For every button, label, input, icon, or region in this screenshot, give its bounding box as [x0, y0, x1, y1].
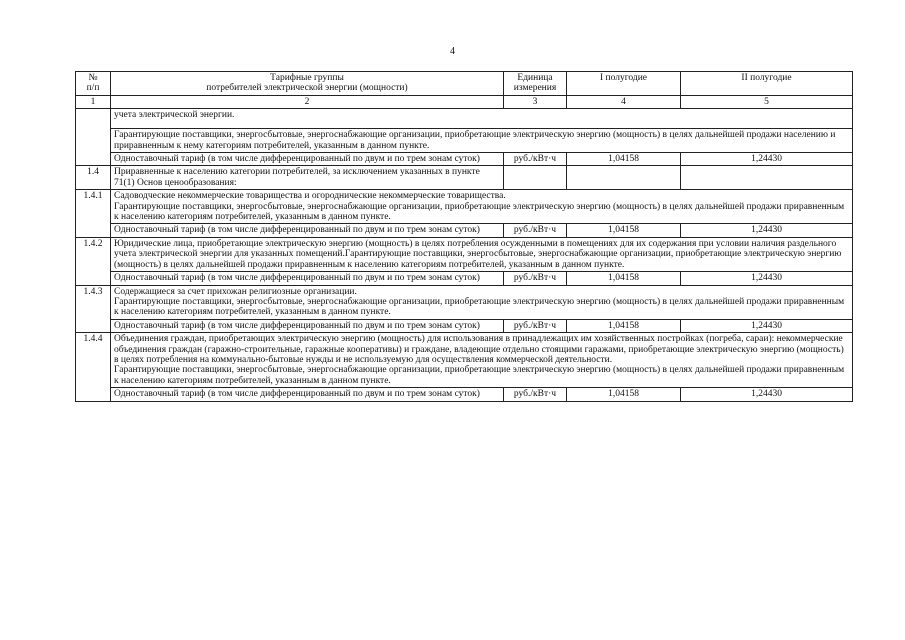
category-text — [111, 190, 853, 224]
value-h1: 1,04158 — [567, 319, 681, 332]
index-cell: 5 — [681, 95, 853, 108]
continuation-text: учета электрической энергии. — [111, 108, 853, 128]
empty-cell — [504, 166, 567, 190]
index-cell: 1 — [76, 95, 111, 108]
header-col-group — [111, 72, 504, 96]
value-h2: 1,24430 — [681, 388, 853, 401]
category-text: Юридические лица, приобретающие электрическую энергию (мощность) в целях потребления осужденными в помещениях для их содержания при условии наличия раздельного учета электрической энергии для указанных помещений.Гарантирующие поставщики, энергосбытовые, энергоснабжающие организации, приобретающие электрическую энергию (мощность) в целях дальнейшей продажи приравненным к населению категориям потребителей, указанным в данном пункте. — [111, 237, 853, 271]
value-h1: 1,04158 — [567, 388, 681, 401]
category-text — [111, 285, 853, 319]
index-cell: 3 — [504, 95, 567, 108]
tariff-row — [76, 224, 853, 237]
index-row — [76, 95, 853, 108]
value-h2: 1,24430 — [681, 224, 853, 237]
page-number: 4 — [450, 46, 455, 57]
tariff-label: Одноставочный тариф (в том числе дифференцированный по двум и по трем зонам суток) — [111, 319, 504, 332]
value-h1: 1,04158 — [567, 153, 681, 166]
row-number: 1.4 — [76, 166, 111, 190]
tariff-row — [76, 153, 853, 166]
value-h1: 1,04158 — [567, 224, 681, 237]
category-text — [111, 333, 853, 388]
header-col-unit — [504, 72, 567, 96]
header-col-h2: II полугодие — [681, 72, 853, 96]
header-col-unit-text: Единица измерения — [513, 73, 557, 94]
tariff-label: Одноставочный тариф (в том числе дифференцированный по двум и по трем зонам суток) — [111, 224, 504, 237]
header-col-num — [76, 72, 111, 96]
category-text-content: Садоводческие некоммерческие товарищества и огороднические некоммерческие товарищества. Гарантирующие поставщики, энергосбытовые, энергоснабжающие организации, приобретающие электрическую энергию (мощность) в целях дальнейшей продажи приравненным к населению категориям потребителей, указанным в данном пункте. — [114, 191, 845, 223]
tariff-label: Одноставочный тариф (в том числе дифференцированный по двум и по трем зонам суток) — [111, 388, 504, 401]
index-cell: 2 — [111, 95, 504, 108]
empty-cell — [681, 166, 853, 190]
table-row — [76, 237, 853, 271]
tariff-label: Одноставочный тариф (в том числе дифференцированный по двум и по трем зонам суток) — [111, 272, 504, 285]
tariff-row — [76, 319, 853, 332]
table-row — [76, 333, 853, 388]
tariff-table — [75, 71, 853, 402]
tariff-label: Одноставочный тариф (в том числе дифференцированный по двум и по трем зонам суток) — [111, 153, 504, 166]
row-number: 1.4.1 — [76, 190, 111, 238]
row-number: 1.4.3 — [76, 285, 111, 333]
unit-cell: руб./кВт·ч — [504, 319, 567, 332]
table-row — [76, 129, 853, 153]
header-col-h1: I полугодие — [567, 72, 681, 96]
unit-cell: руб./кВт·ч — [504, 388, 567, 401]
header-col-group-text: Тарифные группы потребителей электрической энергии (мощности) — [206, 73, 408, 94]
value-h2: 1,24430 — [681, 153, 853, 166]
table-row — [76, 285, 853, 319]
unit-cell: руб./кВт·ч — [504, 224, 567, 237]
row-number-cell — [76, 108, 111, 166]
empty-cell — [567, 166, 681, 190]
row-number: 1.4.2 — [76, 237, 111, 285]
index-cell: 4 — [567, 95, 681, 108]
row-number: 1.4.4 — [76, 333, 111, 401]
value-h2: 1,24430 — [681, 319, 853, 332]
category-text: Приравненные к населению категории потребителей, за исключением указанных в пункте 71(1) Основ ценообразования: — [111, 166, 504, 190]
value-h1: 1,04158 — [567, 272, 681, 285]
tariff-row — [76, 272, 853, 285]
table-row — [76, 190, 853, 224]
table-row — [76, 108, 853, 128]
suppliers-text: Гарантирующие поставщики, энергосбытовые, энергоснабжающие организации, приобретающие электрическую энергию (мощность) в целях дальнейшей продажи населению и приравненным к нему категориям потребителей, указанным в данном пункте. — [111, 129, 853, 153]
category-text-content: Объединения граждан, приобретающих электрическую энергию (мощность) для использования в принадлежащих им хозяйственных постройках (погреба, сараи): некоммерческие объединения граждан (гаражно-строительные, гаражные кооперативы) и граждане, владеющие отдельно стоящими гаражами, приобретающие электрическую энергию (мощность) в целях потребления на коммунально-бытовые нужды и не используемую для осуществления коммерческой деятельности. Гарантирующие поставщики, энергосбытовые, энергоснабжающие организации, приобретающие электрическую энергию (мощность) в целях дальнейшей продажи приравненным к населению категориям потребителей, указанным в данном пункте. — [114, 334, 845, 386]
unit-cell: руб./кВт·ч — [504, 153, 567, 166]
header-col-num-text: № п/п — [86, 73, 100, 94]
header-row — [76, 72, 853, 96]
table-row — [76, 166, 853, 190]
tariff-row — [76, 388, 853, 401]
category-text-content: Содержащиеся за счет прихожан религиозные организации. Гарантирующие поставщики, энергосбытовые, энергоснабжающие организации, приобретающие электрическую энергию (мощность) в целях дальнейшей продажи приравненным к населению категориям потребителей, указанным в данном пункте. — [114, 286, 845, 318]
unit-cell: руб./кВт·ч — [504, 272, 567, 285]
value-h2: 1,24430 — [681, 272, 853, 285]
